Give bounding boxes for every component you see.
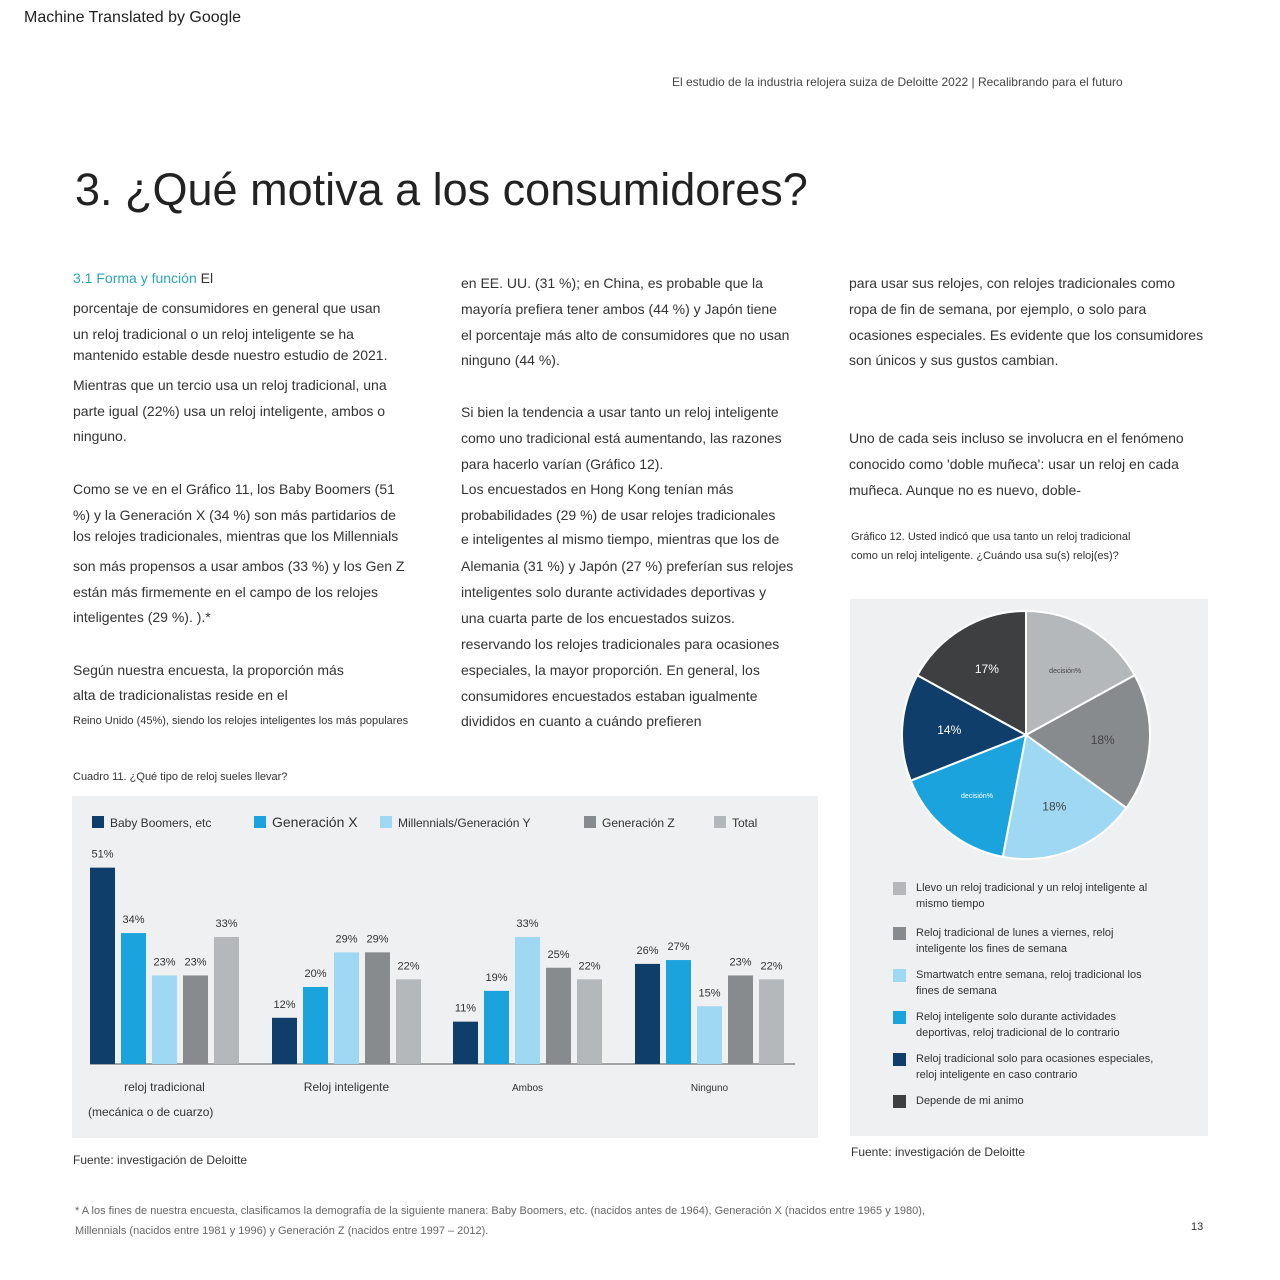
body-line: inteligentes solo durante actividades deportivas y [461,584,767,600]
bar-value-label: 29% [366,933,389,946]
body-line: mantenido estable desde nuestro estudio de 2021. [73,347,388,363]
category-sublabel: (mecánica o de cuarzo) [88,1105,214,1119]
bar [396,979,421,1064]
body-line: son más propensos a usar ambos (33 %) y los Gen Z [73,558,405,574]
bar [515,937,540,1064]
legend-swatch [254,816,266,828]
chart-11-caption: Cuadro 11. ¿Qué tipo de reloj sueles llevar? [73,771,288,783]
section-heading-line [73,270,213,286]
bar [90,868,115,1064]
bar [577,979,602,1064]
legend-swatch [92,816,104,828]
body-line: ninguno (44 %). [461,352,560,368]
pie-slice-label: 18% [1042,799,1067,814]
bar-value-label: 11% [454,1002,477,1015]
bar-value-label: 34% [122,914,145,927]
bar-value-label: 19% [485,971,508,984]
pie-legend-item [893,925,1156,957]
pie-legend-label: Reloj tradicional de lunes a viernes, reloj inteligente los fines de semana [916,927,1114,955]
legend-label: Millennials/Generación Y [398,816,531,830]
legend-label: Baby Boomers, etc [110,816,212,830]
pie-slice-label: 14% [937,723,962,738]
category-label: Ninguno [690,1083,729,1094]
bar-value-label: 20% [304,968,327,980]
bar-value-label: 23% [153,956,176,969]
body-line: como uno tradicional está aumentando, las razones [461,430,782,446]
category-label: reloj tradicional [124,1080,205,1094]
pie-legend-swatch [893,927,906,940]
running-header: El estudio de la industria relojera suiza de Deloitte 2022 | Recalibrando para el futuro [672,75,1123,89]
body-line: ocasiones especiales. Es evidente que los consumidores [849,327,1204,343]
body-line: consumidores encuestados estaban igualmente [461,688,758,704]
body-line: Reino Unido (45%), siendo los relojes inteligentes los más populares [73,715,409,727]
body-line: Uno de cada seis incluso se involucra en el fenómeno [849,430,1184,446]
pie-legend-swatch [893,1053,906,1066]
body-line: muñeca. Aunque no es nuevo, doble- [849,482,1081,498]
body-line: alta de tradicionalistas reside en el [73,687,288,703]
bar-value-label: 23% [729,956,752,969]
bar [183,975,208,1064]
text-column-2 [461,274,831,744]
bar-value-label: 25% [547,948,570,961]
chart-11-source: Fuente: investigación de Deloitte [73,1153,248,1167]
pie-legend-label: Depende de mi animo [916,1095,1024,1107]
pie-legend-swatch [893,882,906,895]
pie-legend-item [893,1093,1156,1109]
bar [365,952,390,1064]
pie-legend-label: Reloj inteligente solo durante actividades deportivas, reloj tradicional de lo contrario [916,1011,1120,1039]
pie-legend [893,880,1193,1120]
bar-value-label: 29% [335,933,358,946]
bar-value-label: 26% [636,944,659,957]
footnote: * A los fines de nuestra encuesta, clasificamos la demografía de la siguiente manera: Baby Boomers, etc. (nacidos antes de 1964), Generación X (nacidos entre 1965 y 1980), Millennials (nacidos entre 1981 y 1996) y Generación Z (nacidos entre 1997 – 2012). [75,1205,925,1237]
pie-slice-label: decisión% [1049,667,1082,675]
body-line: divididos en cuanto a cuándo prefieren [461,713,702,729]
pie-slice-label: 17% [974,661,999,676]
bar-chart [72,796,818,1138]
bar [152,975,177,1064]
bar [121,933,146,1064]
text-column-1 [73,270,453,740]
legend-label: Generación X [272,814,358,830]
bar [303,987,328,1064]
pie-legend-item [893,1051,1156,1083]
body-line: probabilidades (29 %) de usar relojes tradicionales [461,507,776,523]
body-line: en EE. UU. (31 %); en China, es probable que la [461,275,763,291]
legend-swatch [380,816,392,828]
pie-legend-swatch [893,1011,906,1024]
body-line: los relojes tradicionales, mientras que los Millennials [73,528,399,544]
bar-value-label: 22% [578,960,601,973]
body-line: un reloj tradicional o un reloj inteligente se ha [73,326,354,342]
bar [453,1022,478,1064]
body-line: son únicos y sus gustos cambian. [849,352,1059,368]
bar [666,960,691,1064]
page-number: 13 [1191,1221,1204,1233]
body-line: ninguno. [73,428,127,444]
chart-12-source: Fuente: investigación de Deloitte [851,1145,1026,1159]
body-line: están más firmemente en el campo de los relojes [73,584,379,600]
body-line: Mientras que un tercio usa un reloj tradicional, una [73,377,387,393]
bar [759,979,784,1064]
body-line: conocido como 'doble muñeca': usar un reloj en cada [849,456,1179,472]
chart-12-caption-line-1: Gráfico 12. Usted indicó que usa tanto un reloj tradicional [851,531,1131,543]
body-line: porcentaje de consumidores en general que usan [73,300,381,316]
bar [697,1006,722,1064]
pie-legend-label: Llevo un reloj tradicional y un reloj inteligente al mismo tiempo [916,882,1148,910]
body-line: para hacerlo varían (Gráfico 12). [461,456,664,472]
category-label: Reloj inteligente [303,1080,390,1094]
bar-value-label: 33% [215,917,238,930]
pie-legend-item [893,967,1156,999]
pie-legend-item [893,1009,1156,1041]
chart-12-caption-line-2: como un reloj inteligente. ¿Cuándo usa su(s) reloj(es)? [851,550,1119,562]
bar [214,937,239,1064]
chart-12-panel [850,599,1208,1136]
pie-chart [850,599,1208,869]
body-line: para usar sus relojes, con relojes tradicionales como [849,275,1176,291]
pie-legend-swatch [893,1095,906,1108]
pie-legend-label: Reloj tradicional solo para ocasiones especiales, reloj inteligente en caso contrario [916,1053,1154,1081]
bar [635,964,660,1064]
bar [272,1018,297,1064]
bar-value-label: 22% [397,960,420,973]
body-line: el porcentaje más alto de consumidores que no usan [461,327,790,343]
body-line: inteligentes (29 %). ).* [73,609,211,625]
bar-value-label: 27% [667,941,690,954]
bar-value-label: 33% [516,917,539,930]
body-line: Los encuestados en Hong Kong tenían más [461,481,734,497]
body-line: Alemania (31 %) y Japón (27 %) preferían sus relojes [461,558,794,574]
body-line: mayoría prefiera tener ambos (44 %) y Japón tiene [461,301,777,317]
legend-swatch [584,816,596,828]
section-label-tail: El [196,270,214,286]
bar [546,968,571,1064]
body-line: e inteligentes al mismo tiempo, mientras que los de [461,531,780,547]
bar-value-label: 15% [698,987,721,1000]
body-line: %) y la Generación X (34 %) son más partidarios de [73,507,396,523]
bar [334,952,359,1064]
body-line: parte igual (22%) usa un reloj inteligente, ambos o [73,403,386,419]
body-line: una cuarta parte de los encuestados suizos. [461,610,735,626]
legend-label: Generación Z [602,816,675,830]
pie-slice-label: decisión% [961,793,993,801]
legend-swatch [714,816,726,828]
bar [484,991,509,1064]
page-title: 3. ¿Qué motiva a los consumidores? [75,164,808,215]
category-label: Ambos [511,1083,544,1094]
body-line: ropa de fin de semana, por ejemplo, o solo para [849,301,1147,317]
pie-slice-label: 18% [1090,732,1115,747]
machine-translation-label: Machine Translated by Google [24,9,242,26]
pie-legend-item [893,880,1156,912]
text-column-3 [849,274,1219,504]
bar-value-label: 22% [760,960,783,973]
section-label: 3.1 Forma y función [73,270,197,286]
pie-legend-label: Smartwatch entre semana, reloj tradicional los fines de semana [916,969,1142,997]
bar [728,975,753,1064]
body-line: Según nuestra encuesta, la proporción más [73,662,344,678]
pie-legend-swatch [893,969,906,982]
body-line: Como se ve en el Gráfico 11, los Baby Boomers (51 [73,481,395,497]
chart-11-panel [72,796,818,1138]
bar-value-label: 12% [273,998,296,1011]
body-line: reservando los relojes tradicionales para ocasiones [461,636,780,652]
body-line: Si bien la tendencia a usar tanto un reloj inteligente [461,404,779,420]
bar-value-label: 51% [91,848,114,861]
body-line: especiales, la mayor proporción. En general, los [461,662,760,678]
legend-label: Total [732,816,758,830]
bar-value-label: 23% [184,956,207,969]
